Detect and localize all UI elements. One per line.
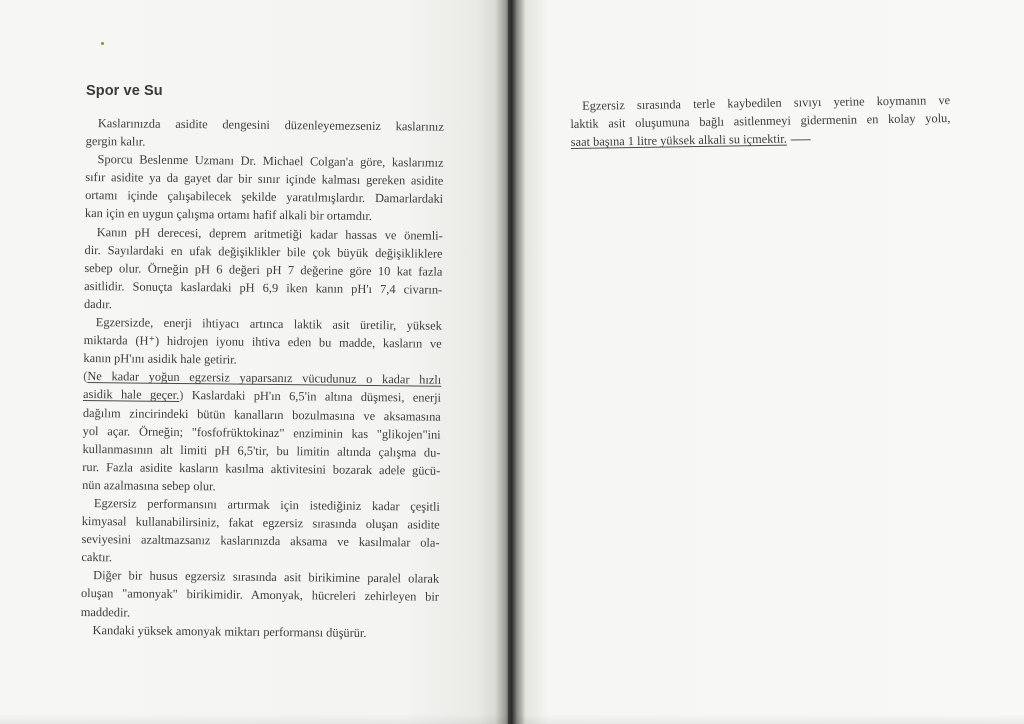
text-line: kullanmasının alt limiti pH 6,5'tir, bu limitin altında çalışma du- [82,441,441,460]
text-line: ortamı içinde çalışabilecek şekilde yaratılmışlardır. Damarlardaki [85,188,444,207]
text-line: Kaslarınızda asidite dengesini düzenleyemezseniz kaslarınız [97,116,444,134]
text-line: Egzersiz sırasında terle kaybedilen sıvıyı yerine koymanın ve [582,93,951,113]
underlined-text: asidik hale geçer. [82,387,180,403]
text-line: laktik asit oluşumuna bağlı asitlenmeyi gidermenin en kolay yolu, [570,111,951,132]
section-heading: Spor ve Su [86,83,163,99]
text-line: nün azalmasına sebep olur. [82,477,216,494]
paragraph [81,621,439,643]
page-mark-dot [101,42,104,45]
text-line: kimyasal kullanabilirsiniz, fakat egzersiz sırasında oluşan asidite [81,514,440,532]
book-spine [495,0,525,724]
text-line: dağılım zincirindeki bütün kanalların bozulmasına ve aksamasına [82,405,441,424]
paragraph [81,494,440,570]
text-line: seviyesini azaltmazsanız kaslarınızda aksama ve kasılmalar ola- [81,532,440,550]
text-line: Diğer bir husus egzersiz sırasında asit birikimine paralel olarak [93,568,440,587]
text-line: Kanın pH derecesi, deprem aritmetiği kadar hassas ve önemli- [96,224,443,243]
text-line: rur. Fazla asidite kasların kasılma aktivitesini bozarak adele gücü- [82,459,441,478]
left-page-body [81,114,444,642]
underlined-text: Ne kadar yoğun egzersiz yaparsanız vücudunuz o kadar hızlı [87,369,442,388]
left-page [0,0,508,724]
page-bottom-shadow [0,714,1024,724]
handwritten-pen-line [791,139,811,140]
right-page-body [570,91,951,151]
paragraph [81,566,440,624]
paragraph-underlined [82,367,441,497]
text-line: Egzersiz performansını artırmak için istediğiniz kadar çeşitli [93,496,440,514]
text-line: yol açar. Örneğin; "fosfofrüktokinaz" enziminin kas "glikojen"ini [82,423,441,442]
handwritten-bracket: ) [179,388,184,403]
text-line: Egzersizde, enerji ihtiyacı artınca laktik asit üretilir, yüksek [95,315,442,333]
text-line: asitlidir. Sonuçta kaslardaki pH 6,9 iken kanın pH'ı 7,4 civarın- [84,278,443,297]
text-line: dir. Sayılardaki en ufak değişiklikler bile çok büyük değişikliklere [84,242,443,261]
paragraph [85,150,444,226]
underlined-text: saat başına 1 litre yüksek alkali su içmektir. [570,131,787,150]
text-line: gergin kalır. [85,134,146,149]
text-line: Sporcu Beslenme Uzmanı Dr. Michael Colgan'a göre, kaslarımız [97,152,444,170]
text-line: maddedir. [80,604,131,620]
paragraph [86,114,444,154]
text-line: sıfır asidite ya da gayet dar bir sınır içinde kalması gereken asidite [85,170,444,189]
text-line: sebep olur. Örneğin pH 6 değeri pH 7 değerine göre 10 kat fazla [84,260,443,279]
handwritten-bracket: ( [83,369,88,384]
text-line: oluşan "amonyak" birikimidir. Amonyak, hücreleri zehirleyen bir [80,586,440,605]
paragraph [84,223,443,317]
text-line: Kandaki yüksek amonyak miktarı performansı düşürür. [92,622,367,640]
text-line: dadır. [83,296,112,312]
text-line: caktır. [81,550,113,565]
text-line: kan için en uygun çalışma ortamı hafif alkali bir ortamdır. [84,206,372,224]
text-line: miktarda (H⁺) hidrojen iyonu ihtiva eden bu madde, kasların ve [83,333,442,351]
paragraph [83,313,442,371]
paragraph [570,91,951,151]
text-line: kanın pH'ını asidik hale getirir. [83,351,237,367]
text-fragment: Kaslardaki pH'ın 6,5'in altına düşmesi, enerji [191,388,442,406]
